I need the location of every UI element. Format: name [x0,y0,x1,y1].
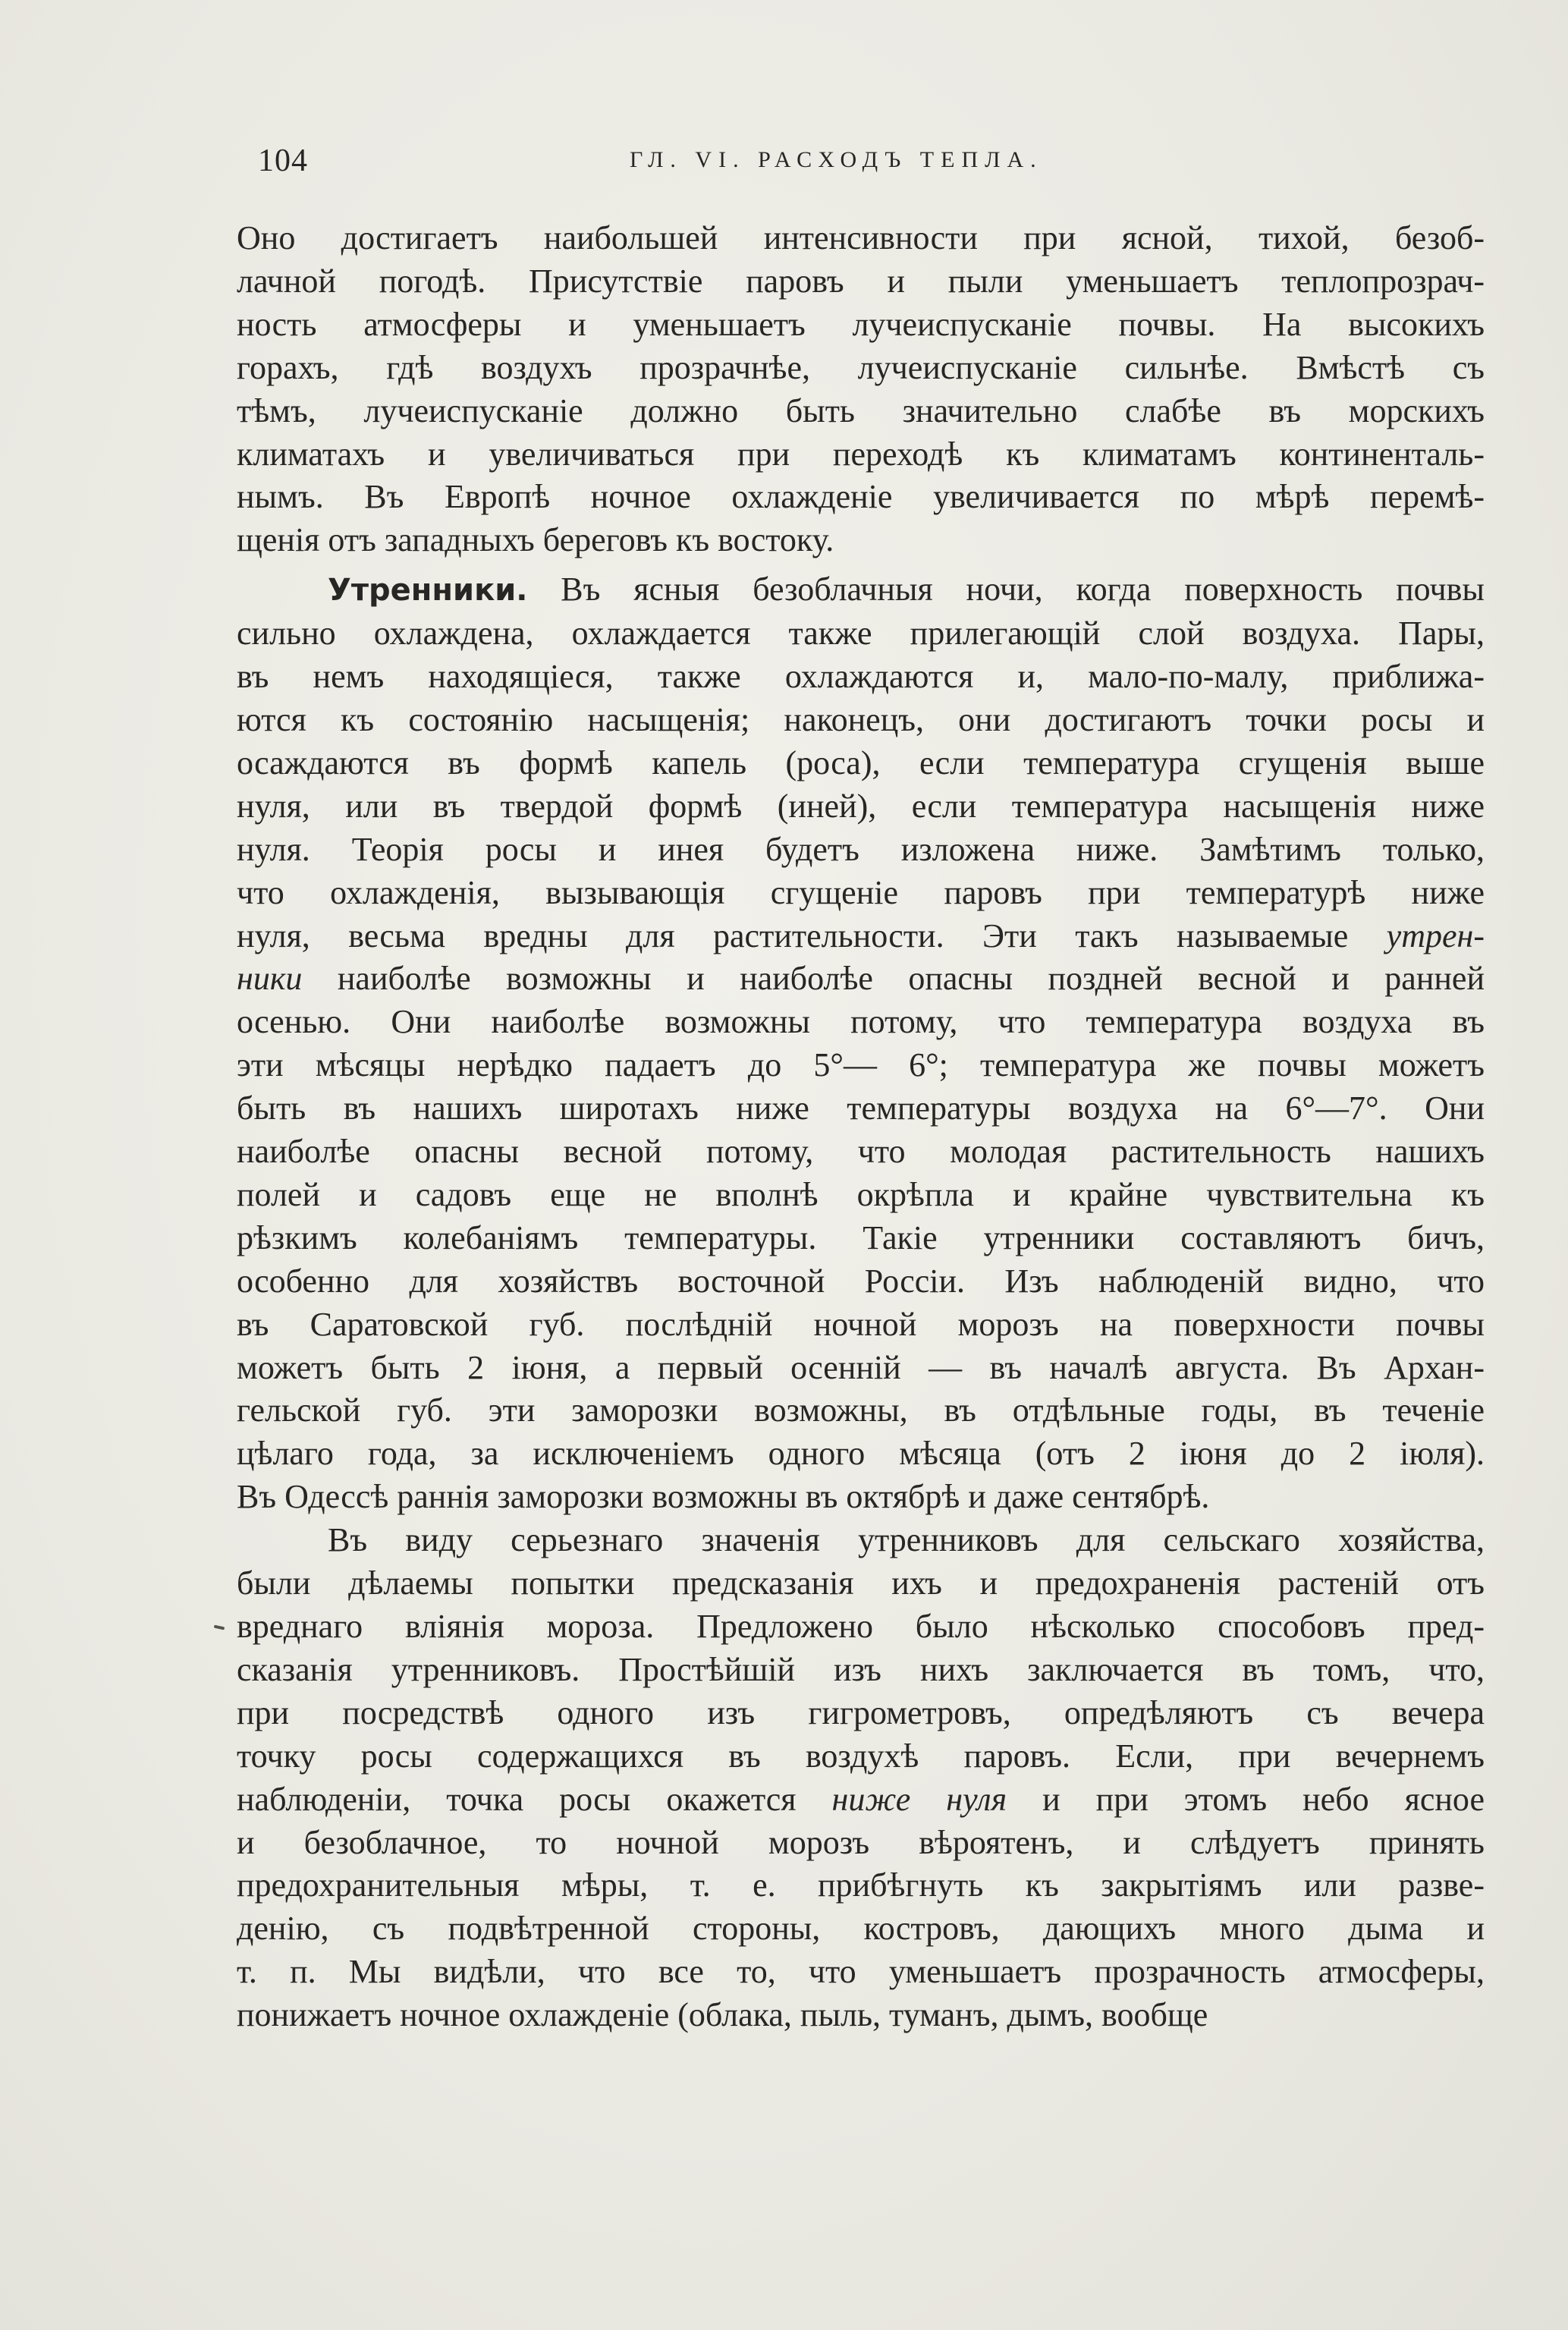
text-line [237,829,1485,872]
text-span: наблюденіи, точка росы окажется [237,1780,832,1818]
text-line [237,1778,1485,1822]
text-line [237,1605,1485,1649]
text-span: цѣлаго года, за исключеніемъ одного мѣсяца (отъ 2 іюня до 2 іюля). [237,1435,1485,1473]
page-number: 104 [258,143,308,178]
text-span: вреднаго вліянія мороза. Предложено было нѣсколько способовъ пред- [237,1608,1485,1645]
text-line [237,1562,1485,1605]
text-line [237,1389,1485,1432]
text-line [237,1217,1485,1260]
text-line [237,1649,1485,1692]
text-line [237,1822,1485,1865]
text-line [237,872,1485,915]
chapter-title: ГЛ. VI. РАСХОДЪ ТЕПЛА. [630,147,1043,172]
text-line [237,957,1485,1001]
text-line [237,1864,1485,1907]
text-span: наиболѣе опасны весной потому, что молодая растительность нашихъ [237,1133,1485,1171]
text-span: понижаетъ ночное охлажденіе (облака, пыль, туманъ, дымъ, вообще [237,1996,1208,2034]
text-line [237,1476,1485,1519]
text-span: щенія отъ западныхъ береговъ къ востоку. [237,521,834,559]
text-span: эти мѣсяцы нерѣдко падаетъ до 5°— 6°; температура же почвы можетъ [237,1046,1485,1084]
text-span: наиболѣе возможны и наиболѣе опасны поздней весной и ранней [302,960,1485,998]
text-line [237,1001,1485,1044]
text-span: горахъ, гдѣ воздухъ прозрачнѣе, лучеиспусканіе сильнѣе. Вмѣстѣ съ [237,348,1485,386]
text-line [237,1174,1485,1217]
text-line [237,656,1485,699]
text-line [237,347,1485,390]
text-span: климатахъ и увеличиваться при переходѣ къ климатамъ континенталь- [237,435,1485,473]
running-head [258,143,1502,181]
text-span: можетъ быть 2 іюня, а первый осенній — въ началѣ августа. Въ Архан- [237,1348,1485,1386]
text-line [237,568,1485,612]
text-line [237,390,1485,433]
text-span: нуля, или въ твердой формѣ (иней), если температура насыщенія ниже [237,787,1485,825]
text-span: ность атмосферы и уменьшаетъ лучеиспусканіе почвы. На высокихъ [237,305,1485,343]
text-span: нуля. Теорія росы и инея будетъ изложена ниже. Замѣтимъ только, [237,830,1485,868]
text-span: гельской губ. эти заморозки возможны, въ отдѣльные годы, въ теченіе [237,1391,1485,1429]
text-span: осенью. Они наиболѣе возможны потому, что температура воздуха въ [237,1003,1485,1041]
text-span: предохранительныя мѣры, т. е. прибѣгнуть къ закрытіямъ или разве- [237,1866,1485,1904]
text-line [237,1087,1485,1130]
text-line [237,915,1485,958]
text-line [237,1347,1485,1390]
text-line [237,1130,1485,1174]
text-line [237,1519,1485,1562]
text-line [237,260,1485,303]
text-line [237,612,1485,656]
text-span: тѣмъ, лучеиспусканіе должно быть значительно слабѣе въ морскихъ [237,391,1485,429]
text-line [237,1907,1485,1951]
text-span: Въ Одессѣ раннія заморозки возможны въ октябрѣ и даже сентябрѣ. [237,1478,1210,1516]
emphasized-term: ниже нуля [831,1780,1007,1818]
text-line [237,1994,1485,2037]
text-line [237,1692,1485,1735]
text-line [237,1260,1485,1303]
paragraph [237,1519,1485,2037]
text-line [237,1951,1485,1994]
text-span: Оно достигаетъ наибольшей интенсивности при ясной, тихой, безоб- [237,219,1485,256]
paragraph [237,217,1485,562]
text-span: особенно для хозяйствъ восточной Россіи. Изъ наблюденій видно, что [237,1262,1485,1300]
text-span: ются къ состоянію насыщенія; наконецъ, они достигаютъ точки росы и [237,700,1485,738]
text-line [237,785,1485,829]
text-line [237,742,1485,785]
text-line [237,433,1485,476]
text-span: въ немъ находящіеся, также охлаждаются и, мало-по-малу, приближа- [237,658,1485,696]
text-line [237,1432,1485,1476]
paragraph [237,568,1485,1519]
text-line [237,476,1485,519]
body-text [237,217,1485,2037]
text-span: сильно охлаждена, охлаждается также прилегающій слой воздуха. Пары, [237,615,1485,652]
text-span: и безоблачное, то ночной морозъ вѣроятенъ, и слѣдуетъ принять [237,1823,1485,1861]
text-span: полей и садовъ еще не вполнѣ окрѣпла и крайне чувствительна къ [237,1175,1485,1213]
text-span: въ Саратовской губ. послѣдній ночной морозъ на поверхности почвы [237,1305,1485,1343]
text-span: лачной погодѣ. Присутствіе паровъ и пыли уменьшаетъ теплопрозрач- [237,262,1485,300]
margin-pen-mark [214,1625,225,1630]
emphasized-term: ники [237,960,303,998]
text-span: рѣзкимъ колебаніямъ температуры. Такіе утренники составляютъ бичъ, [237,1218,1485,1256]
text-span: при посредствѣ одного изъ гигрометровъ, опредѣляютъ съ вечера [237,1693,1485,1731]
text-line [237,519,1485,562]
text-line [237,217,1485,260]
text-span: Въ ясныя безоблачныя ночи, когда поверхность почвы [527,571,1485,608]
text-span: нымъ. Въ Европѣ ночное охлажденіе увеличивается по мѣрѣ перемѣ- [237,478,1485,516]
text-span: Въ виду серьезнаго значенія утренниковъ для сельскаго хозяйства, [328,1521,1485,1559]
text-span: денію, съ подвѣтренной стороны, костровъ, дающихъ много дыма и [237,1910,1485,1948]
emphasized-term: утрен- [1386,917,1485,954]
text-span: были дѣлаемы попытки предсказанія ихъ и предохраненія растеній отъ [237,1564,1485,1602]
text-span: осаждаются въ формѣ капель (роса), если температура сгущенія выше [237,744,1485,781]
text-span: т. п. Мы видѣли, что все то, что уменьшаетъ прозрачность атмосферы, [237,1953,1485,1991]
text-span: что охлажденія, вызывающія сгущеніе паровъ при температурѣ ниже [237,873,1485,911]
paragraph-gap [237,562,1485,568]
text-span: быть въ нашихъ широтахъ ниже температуры воздуха на 6°—7°. Они [237,1090,1485,1127]
text-line [237,1044,1485,1087]
text-span: и при этомъ небо ясное [1007,1780,1485,1818]
text-span: сказанія утренниковъ. Простѣйшій изъ нихъ заключается въ томъ, что, [237,1650,1485,1688]
text-span: точку росы содержащихся въ воздухѣ паровъ. Если, при вечернемъ [237,1737,1485,1775]
text-line [237,699,1485,742]
text-span: нуля, весьма вредны для растительности. Эти такъ называемые [237,917,1387,954]
text-line [237,303,1485,347]
text-line [237,1735,1485,1778]
text-line [237,1303,1485,1347]
section-heading: Утренники. [328,573,528,608]
